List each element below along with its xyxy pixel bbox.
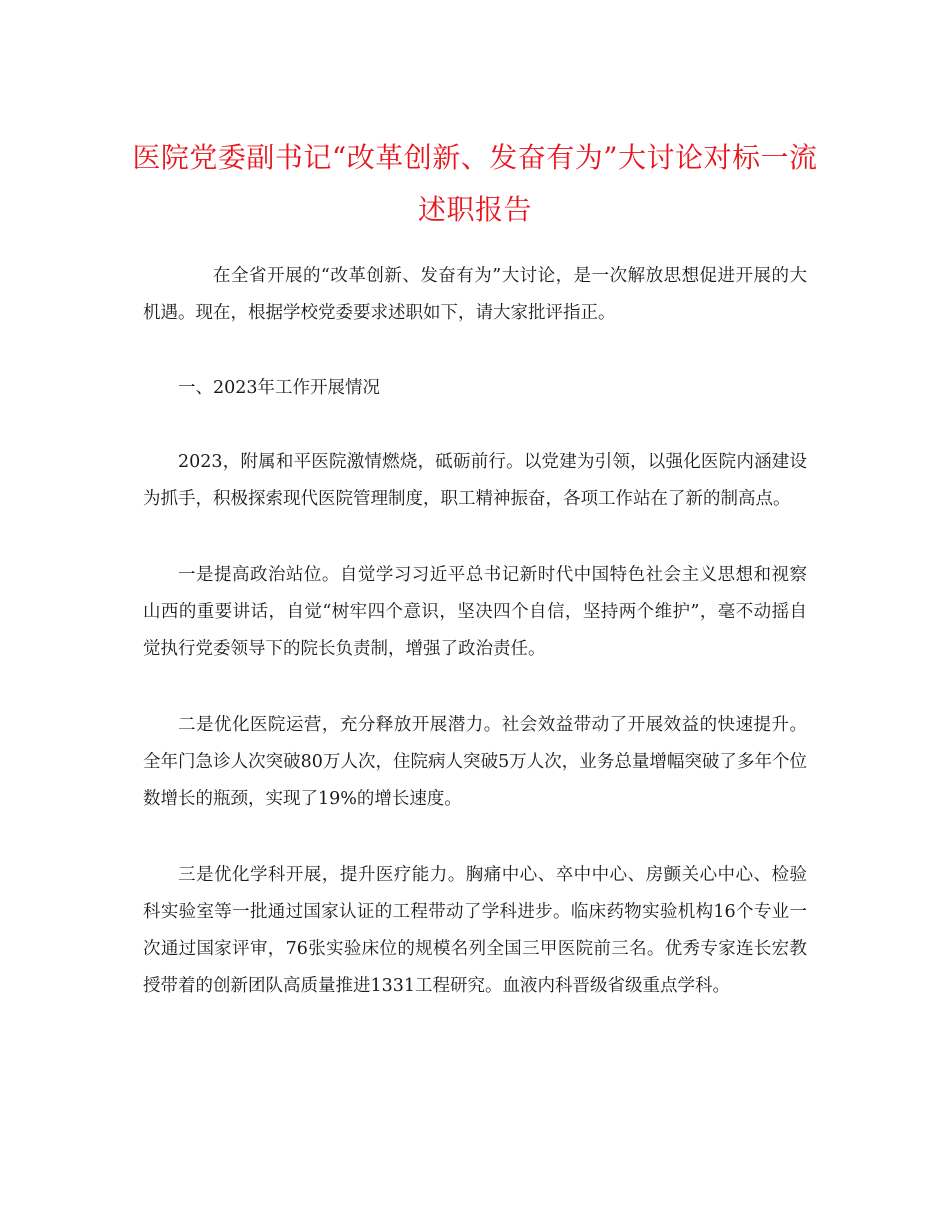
paragraph-intro: 在全省开展的“改革创新、发奋有为”大讨论，是一次解放思想促进开展的大机遇。现在，根据学校党委要求述职如下，请大家批评指正。 — [143, 266, 807, 323]
paragraph-politics: 一是提高政治站位。自觉学习习近平总书记新时代中国特色社会主义思想和视察山西的重要讲话，自觉“树牢四个意识，坚决四个自信，坚持两个维护”，毫不动摇自觉执行党委领导下的院长负责制，增强了政治责任。 — [143, 565, 807, 659]
document-body — [143, 258, 807, 1044]
paragraph-operations: 二是优化医院运营，充分释放开展潜力。社会效益带动了开展效益的快速提升。全年门急诊人次突破80万人次，住院病人突破5万人次，业务总量增幅突破了多年个位数增长的瓶颈，实现了19%的增长速度。 — [143, 715, 807, 809]
paragraph-overview: 2023，附属和平医院激情燃烧，砥砺前行。以党建为引领，以强化医院内涵建设为抓手，积极探索现代医院管理制度，职工精神振奋，各项工作站在了新的制高点。 — [143, 452, 807, 509]
paragraph-disciplines: 三是优化学科开展，提升医疗能力。胸痛中心、卒中中心、房颤关心中心、检验科实验室等一批通过国家认证的工程带动了学科进步。临床药物实验机构16个专业一次通过国家评审，76张实验床位的规模名列全国三甲医院前三名。优秀专家连长宏教授带着的创新团队高质量推进1331工程研究。血液内科晋级省级重点学科。 — [143, 865, 807, 996]
document-title: 医院党委副书记“改革创新、发奋有为”大讨论对标一流述职报告 — [132, 141, 818, 226]
section-heading: 一、2023年工作开展情况 — [178, 378, 381, 398]
